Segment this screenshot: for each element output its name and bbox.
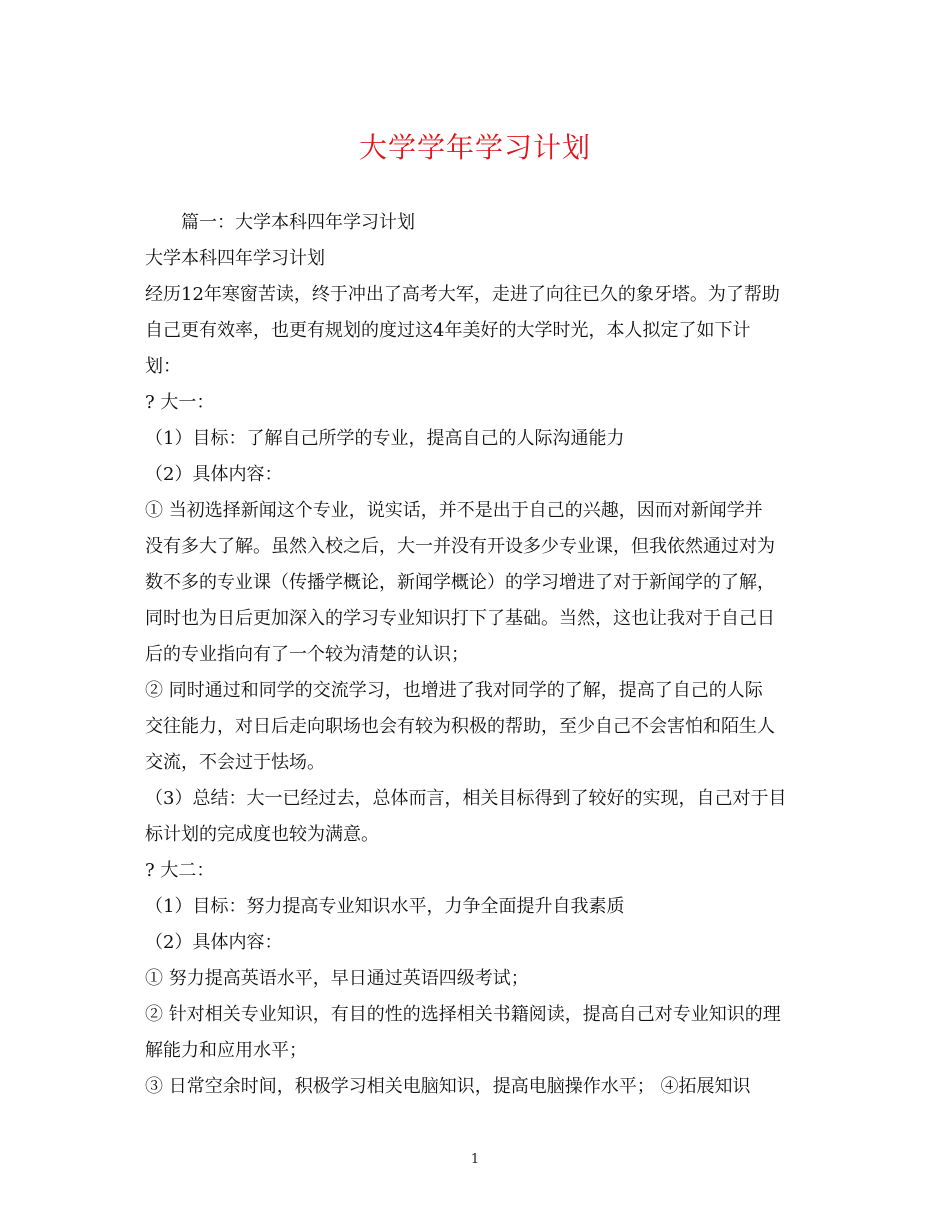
text-line: ? 大二： xyxy=(145,860,215,881)
text-line: ? 大一： xyxy=(145,392,215,413)
text-line: （1）目标：努力提高专业知识水平，力争全面提升自我素质 xyxy=(145,896,625,917)
text-line: （3）总结：大一已经过去，总体而言，相关目标得到了较好的实现，自己对于目 xyxy=(145,788,787,809)
text-line: ① 当初选择新闻这个专业，说实话，并不是出于自己的兴趣，因而对新闻学并 xyxy=(145,500,763,521)
text-line: 交往能力，对日后走向职场也会有较为积极的帮助，至少自己不会害怕和陌生人 xyxy=(145,716,775,737)
text-line: 后的专业指向有了一个较为清楚的认识； xyxy=(145,644,469,665)
text-line: 没有多大了解。虽然入校之后，大一并没有开设多少专业课，但我依然通过对为 xyxy=(145,536,775,557)
page-number: 1 xyxy=(470,1152,480,1167)
text-line: ② 针对相关专业知识，有目的性的选择相关书籍阅读，提高自己对专业知识的理 xyxy=(145,1004,781,1025)
text-line: 数不多的专业课（传播学概论，新闻学概论）的学习增进了对于新闻学的了解， xyxy=(145,572,775,593)
text-line: 划： xyxy=(145,356,181,377)
text-line: 经历12年寒窗苦读，终于冲出了高考大军，走进了向往已久的象牙塔。为了帮助 xyxy=(145,284,780,305)
text-line: （2）具体内容： xyxy=(145,932,283,953)
text-line: 解能力和应用水平； xyxy=(145,1040,307,1061)
text-line: 交流，不会过于怯场。 xyxy=(145,752,325,773)
text-line: （1）目标：了解自己所学的专业，提高自己的人际沟通能力 xyxy=(145,428,625,449)
text-line: 自己更有效率，也更有规划的度过这4年美好的大学时光，本人拟定了如下计 xyxy=(145,320,751,341)
text-line: （2）具体内容： xyxy=(145,464,283,485)
text-line: ② 同时通过和同学的交流学习，也增进了我对同学的了解，提高了自己的人际 xyxy=(145,680,763,701)
text-line: ① 努力提高英语水平，早日通过英语四级考试； xyxy=(145,968,529,989)
text-line: 大学本科四年学习计划 xyxy=(145,248,325,269)
text-line: 篇一：大学本科四年学习计划 xyxy=(145,212,415,233)
text-line: 同时也为日后更加深入的学习专业知识打下了基础。当然，这也让我对于自己日 xyxy=(145,608,775,629)
document-body xyxy=(145,205,810,1105)
text-line: ③ 日常空余时间，积极学习相关电脑知识，提高电脑操作水平； ④拓展知识 xyxy=(145,1076,751,1097)
document-title: 大学学年学习计划 xyxy=(358,131,591,164)
text-line: 标计划的完成度也较为满意。 xyxy=(145,824,379,845)
